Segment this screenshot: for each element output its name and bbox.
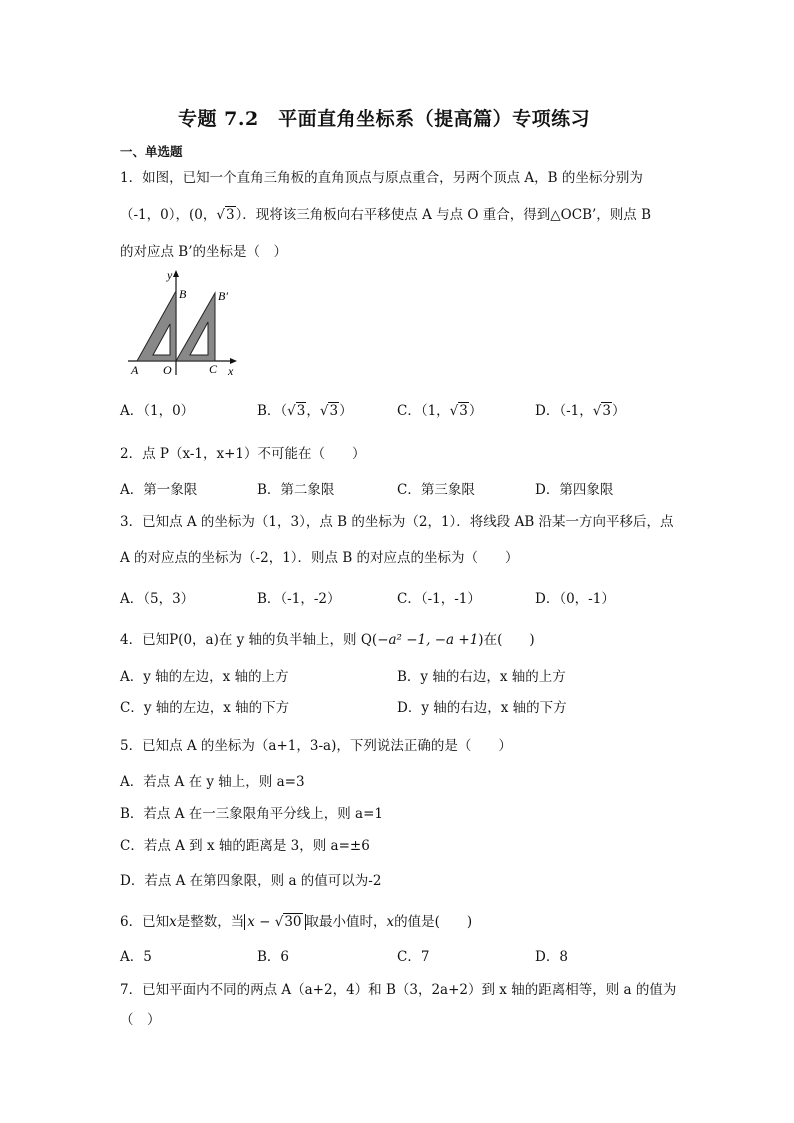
q6-option-a: A．5 xyxy=(120,949,152,965)
q5-option-c: C．若点 A 到 x 轴的距离是 3，则 a=±6 xyxy=(120,838,370,854)
q6-option-b: B．6 xyxy=(257,949,290,965)
q1-line3: 的对应点 B’的坐标是（ ） xyxy=(120,244,288,260)
q6-abs-expression xyxy=(244,914,305,930)
q2-option-a: A．第一象限 xyxy=(120,482,198,498)
q6-text xyxy=(120,910,472,930)
q2-option-b: B．第二象限 xyxy=(257,482,335,498)
q6-text-a: 6．已知 xyxy=(120,914,170,930)
q1-figure xyxy=(120,265,250,380)
q7-line2: （ ） xyxy=(120,1012,161,1028)
sqrt-30: √30 xyxy=(274,914,302,930)
q1-line1: 1．如图，已知一个直角三角板的直角顶点与原点重合，另两个顶点 A，B 的坐标分别为 xyxy=(120,170,643,186)
page-title: 专题 7.2 平面直角坐标系（提高篇）专项练习 xyxy=(178,108,591,130)
q4-text xyxy=(120,628,535,648)
q1-option-d-pre: D．（-1， xyxy=(535,403,593,419)
q3-option-b: B．（-1，-2） xyxy=(257,591,341,607)
triangle-abo xyxy=(137,291,176,361)
section-heading: 一、单选题 xyxy=(120,144,183,159)
q6-abs-x: x − xyxy=(247,914,275,930)
q1-option-a: A．（1，0） xyxy=(120,403,195,419)
y-axis-arrow xyxy=(173,270,179,277)
q1-option-d-post: ） xyxy=(611,403,626,419)
q5-option-a: A．若点 A 在 y 轴上，则 a=3 xyxy=(120,774,305,790)
label-y: y xyxy=(167,268,173,282)
sqrt-3: √3 xyxy=(216,207,235,223)
q2-option-c: C．第三象限 xyxy=(397,482,475,498)
label-b-prime: B′ xyxy=(218,289,228,303)
q6-text-b: 是整数，当 xyxy=(176,914,245,930)
q6-var-x: x xyxy=(169,914,177,930)
q6-option-d: D．8 xyxy=(535,949,568,965)
sqrt-3: √3 xyxy=(592,403,611,419)
q3-option-c: C．（-1，-1） xyxy=(397,591,481,607)
label-x: x xyxy=(228,364,234,378)
q1-option-c-post: ） xyxy=(468,403,483,419)
label-b: B xyxy=(179,287,187,301)
q6-option-c: C．7 xyxy=(397,949,430,965)
q1-option-b-pre: B．（ xyxy=(257,403,288,419)
q4-text-b: )在( ) xyxy=(478,632,535,648)
q4-expression: −a² −1, −a +1 xyxy=(377,632,479,648)
q4-option-b: B．y 轴的右边，x 轴的上方 xyxy=(397,669,566,685)
q3-line1: 3．已知点 A 的坐标为（1，3），点 B 的坐标为（2，1）．将线段 AB 沿某一方向平移后，点 xyxy=(120,514,674,530)
q2-text: 2．点 P（x-1，x+1）不可能在（ ） xyxy=(120,446,366,462)
q4-text-a: 4．已知P(0，a)在 y 轴的负半轴上，则 Q( xyxy=(120,632,378,648)
q4-option-d: D．y 轴的右边，x 轴的下方 xyxy=(397,700,567,716)
q7-line1: 7．已知平面内不同的两点 A（a+2，4）和 B（3，2a+2）到 x 轴的距离相等，则 a 的值为 xyxy=(120,982,677,998)
q3-option-d: D．（0，-1） xyxy=(535,591,615,607)
q1-line2-a: （-1，0），(0， xyxy=(120,207,217,223)
sqrt-3: √3 xyxy=(319,403,339,419)
label-a: A xyxy=(131,363,139,377)
label-c: C xyxy=(209,362,218,376)
q1-option-b-post: ） xyxy=(339,403,353,419)
q1-option-d xyxy=(535,399,625,419)
sqrt-3: √3 xyxy=(449,403,468,419)
q1-line2 xyxy=(120,203,651,223)
sqrt-3: √3 xyxy=(287,403,306,419)
q5-text: 5．已知点 A 的坐标为（a+1，3-a)，下列说法正确的是（ ） xyxy=(120,738,512,754)
q1-option-c-pre: C．（1， xyxy=(397,403,450,419)
q2-option-d: D．第四象限 xyxy=(535,482,614,498)
q5-option-b: B．若点 A 在一三象限角平分线上，则 a=1 xyxy=(120,806,383,822)
q6-var-x-2: x xyxy=(386,914,395,930)
q4-option-a: A．y 轴的左边，x 轴的上方 xyxy=(120,669,289,685)
label-o: O xyxy=(163,363,172,377)
q3-line2: A 的对应点的坐标为（-2，1）．则点 B 的对应点的坐标为（ ） xyxy=(120,550,519,566)
q6-text-c: 取最小值时， xyxy=(305,914,387,930)
q4-option-c: C．y 轴的左边，x 轴的下方 xyxy=(120,700,290,716)
q1-option-b xyxy=(257,399,353,419)
q3-option-a: A．（5，3） xyxy=(120,591,195,607)
q1-option-c xyxy=(397,399,482,419)
q6-text-d: 的值是( ) xyxy=(394,914,473,930)
q1-line2-b: ）．现将该三角板向右平移使点 A 与点 O 重合，得到△OCB’，则点 B xyxy=(235,207,651,223)
q1-option-b-mid: ， xyxy=(306,403,320,419)
triangle-ocb-prime xyxy=(176,293,215,361)
q5-option-d: D．若点 A 在第四象限，则 a 的值可以为-2 xyxy=(120,873,382,889)
